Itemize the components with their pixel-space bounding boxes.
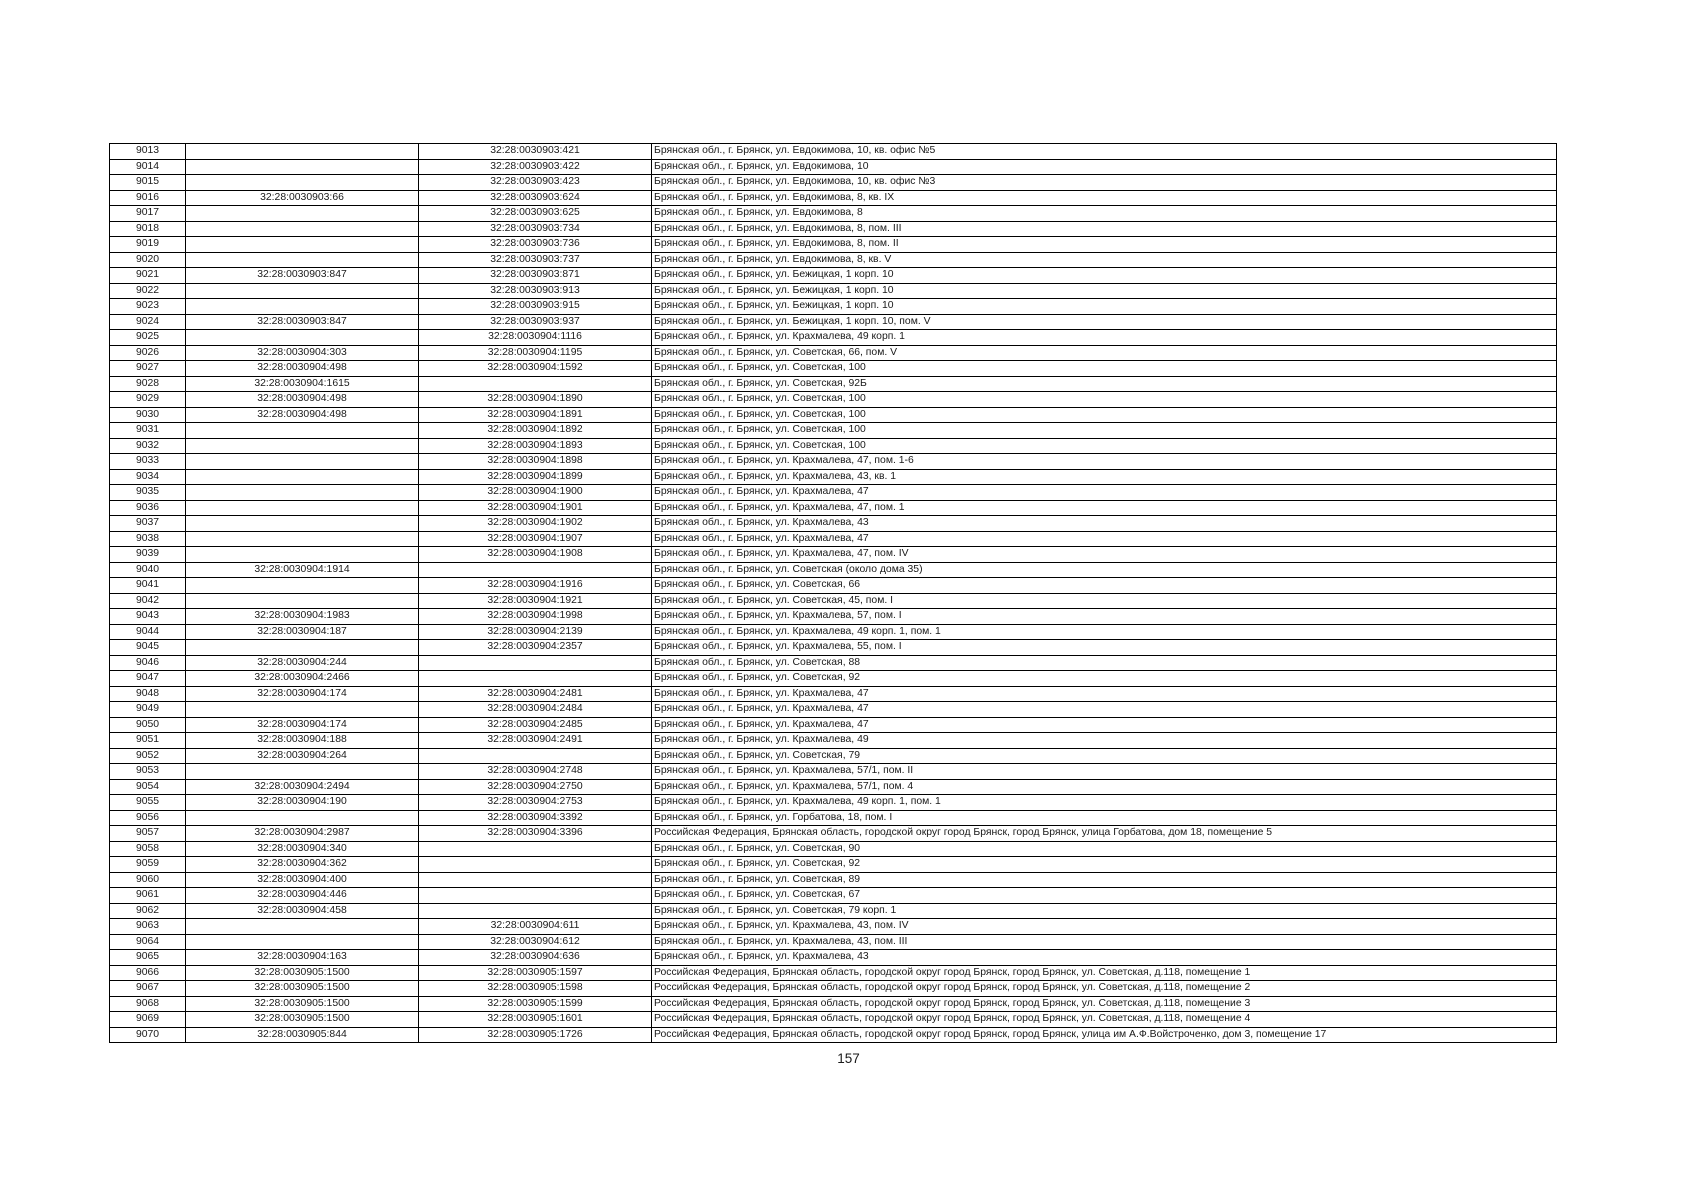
page-number: 157 [837, 1051, 860, 1066]
object-cadastral-number-cell: 32:28:0030905:1726 [419, 1027, 652, 1043]
table-row [110, 717, 1557, 733]
object-cadastral-number-cell: 32:28:0030903:737 [419, 252, 652, 268]
address-cell: Брянская обл., г. Брянск, ул. Крахмалева, 43, пом. IV [652, 919, 1557, 935]
row-number-cell: 9029 [110, 392, 186, 408]
address-cell: Брянская обл., г. Брянск, ул. Советская, 100 [652, 392, 1557, 408]
row-number-cell: 9033 [110, 454, 186, 470]
object-cadastral-number-cell: 32:28:0030905:1597 [419, 965, 652, 981]
address-cell: Брянская обл., г. Брянск, ул. Евдокимова, 8, кв. IX [652, 190, 1557, 206]
cadastral-number-cell: 32:28:0030905:1500 [186, 965, 419, 981]
object-cadastral-number-cell [419, 748, 652, 764]
address-cell: Брянская обл., г. Брянск, ул. Советская, 92Б [652, 376, 1557, 392]
row-number-cell: 9020 [110, 252, 186, 268]
object-cadastral-number-cell: 32:28:0030904:3396 [419, 826, 652, 842]
cadastral-number-cell: 32:28:0030905:1500 [186, 996, 419, 1012]
table-row [110, 981, 1557, 997]
address-cell: Брянская обл., г. Брянск, ул. Советская, 92 [652, 857, 1557, 873]
row-number-cell: 9059 [110, 857, 186, 873]
table-row [110, 361, 1557, 377]
row-number-cell: 9055 [110, 795, 186, 811]
table-row [110, 252, 1557, 268]
address-cell: Брянская обл., г. Брянск, ул. Советская, 100 [652, 407, 1557, 423]
address-cell: Брянская обл., г. Брянск, ул. Евдокимова, 10 [652, 159, 1557, 175]
address-cell: Брянская обл., г. Брянск, ул. Евдокимова, 10, кв. офис №3 [652, 175, 1557, 191]
address-cell: Брянская обл., г. Брянск, ул. Евдокимова, 8, кв. V [652, 252, 1557, 268]
row-number-cell: 9051 [110, 733, 186, 749]
address-cell: Брянская обл., г. Брянск, ул. Крахмалева, 47, пом. IV [652, 547, 1557, 563]
row-number-cell: 9053 [110, 764, 186, 780]
row-number-cell: 9035 [110, 485, 186, 501]
object-cadastral-number-cell: 32:28:0030904:1907 [419, 531, 652, 547]
cadastral-number-cell [186, 252, 419, 268]
table-row [110, 1012, 1557, 1028]
cadastral-number-cell: 32:28:0030904:498 [186, 407, 419, 423]
row-number-cell: 9039 [110, 547, 186, 563]
table-row [110, 655, 1557, 671]
cadastral-number-cell [186, 144, 419, 160]
cadastral-number-cell: 32:28:0030905:1500 [186, 981, 419, 997]
row-number-cell: 9017 [110, 206, 186, 222]
cadastral-number-cell: 32:28:0030903:66 [186, 190, 419, 206]
cadastral-number-cell: 32:28:0030905:1500 [186, 1012, 419, 1028]
cadastral-number-cell: 32:28:0030904:1983 [186, 609, 419, 625]
object-cadastral-number-cell [419, 376, 652, 392]
object-cadastral-number-cell: 32:28:0030903:625 [419, 206, 652, 222]
cadastral-number-cell [186, 640, 419, 656]
table-row [110, 841, 1557, 857]
cadastral-number-cell: 32:28:0030904:2494 [186, 779, 419, 795]
row-number-cell: 9027 [110, 361, 186, 377]
table-row [110, 516, 1557, 532]
object-cadastral-number-cell: 32:28:0030903:423 [419, 175, 652, 191]
object-cadastral-number-cell: 32:28:0030904:1908 [419, 547, 652, 563]
row-number-cell: 9056 [110, 810, 186, 826]
object-cadastral-number-cell: 32:28:0030904:636 [419, 950, 652, 966]
row-number-cell: 9042 [110, 593, 186, 609]
cadastral-number-cell [186, 531, 419, 547]
address-cell: Брянская обл., г. Брянск, ул. Крахмалева, 47, пом. 1 [652, 500, 1557, 516]
table-row [110, 934, 1557, 950]
table-row [110, 795, 1557, 811]
address-cell: Брянская обл., г. Брянск, ул. Бежицкая, 1 корп. 10 [652, 283, 1557, 299]
object-cadastral-number-cell: 32:28:0030905:1598 [419, 981, 652, 997]
address-cell: Брянская обл., г. Брянск, ул. Советская (около дома 35) [652, 562, 1557, 578]
object-cadastral-number-cell: 32:28:0030903:734 [419, 221, 652, 237]
table-row [110, 206, 1557, 222]
cadastral-number-cell: 32:28:0030904:400 [186, 872, 419, 888]
row-number-cell: 9026 [110, 345, 186, 361]
cadastral-number-cell: 32:28:0030904:174 [186, 717, 419, 733]
row-number-cell: 9065 [110, 950, 186, 966]
cadastral-number-cell [186, 237, 419, 253]
cadastral-number-cell [186, 283, 419, 299]
table-row [110, 485, 1557, 501]
table-row [110, 376, 1557, 392]
address-cell: Брянская обл., г. Брянск, ул. Крахмалева, 43, кв. 1 [652, 469, 1557, 485]
table-row [110, 562, 1557, 578]
cadastral-number-cell [186, 500, 419, 516]
row-number-cell: 9041 [110, 578, 186, 594]
object-cadastral-number-cell: 32:28:0030904:2750 [419, 779, 652, 795]
row-number-cell: 9061 [110, 888, 186, 904]
cadastral-number-cell [186, 593, 419, 609]
address-cell: Российская Федерация, Брянская область, городской округ город Брянск, город Брянск, улица Горбатова, дом 18, помещение 5 [652, 826, 1557, 842]
object-cadastral-number-cell: 32:28:0030904:1892 [419, 423, 652, 439]
object-cadastral-number-cell [419, 841, 652, 857]
table-row [110, 609, 1557, 625]
cadastral-number-cell: 32:28:0030904:446 [186, 888, 419, 904]
table-row [110, 237, 1557, 253]
table-row [110, 888, 1557, 904]
registry-table-body [110, 144, 1557, 1043]
address-cell: Брянская обл., г. Брянск, ул. Крахмалева, 47 [652, 702, 1557, 718]
address-cell: Брянская обл., г. Брянск, ул. Крахмалева, 47 [652, 717, 1557, 733]
address-cell: Брянская обл., г. Брянск, ул. Крахмалева, 49 корп. 1, пом. 1 [652, 795, 1557, 811]
table-row [110, 748, 1557, 764]
address-cell: Брянская обл., г. Брянск, ул. Крахмалева, 57/1, пом. 4 [652, 779, 1557, 795]
cadastral-number-cell [186, 454, 419, 470]
row-number-cell: 9015 [110, 175, 186, 191]
address-cell: Брянская обл., г. Брянск, ул. Крахмалева, 49 корп. 1 [652, 330, 1557, 346]
address-cell: Брянская обл., г. Брянск, ул. Крахмалева, 47 [652, 485, 1557, 501]
cadastral-number-cell: 32:28:0030903:847 [186, 314, 419, 330]
cadastral-number-cell: 32:28:0030905:844 [186, 1027, 419, 1043]
address-cell: Брянская обл., г. Брянск, ул. Советская, 90 [652, 841, 1557, 857]
address-cell: Брянская обл., г. Брянск, ул. Советская, 66 [652, 578, 1557, 594]
table-row [110, 392, 1557, 408]
object-cadastral-number-cell: 32:28:0030905:1599 [419, 996, 652, 1012]
table-row [110, 640, 1557, 656]
row-number-cell: 9069 [110, 1012, 186, 1028]
row-number-cell: 9014 [110, 159, 186, 175]
object-cadastral-number-cell: 32:28:0030904:2491 [419, 733, 652, 749]
table-row [110, 221, 1557, 237]
cadastral-number-cell [186, 702, 419, 718]
row-number-cell: 9068 [110, 996, 186, 1012]
cadastral-number-cell [186, 206, 419, 222]
cadastral-number-cell: 32:28:0030904:340 [186, 841, 419, 857]
cadastral-number-cell [186, 485, 419, 501]
object-cadastral-number-cell: 32:28:0030904:2748 [419, 764, 652, 780]
object-cadastral-number-cell: 32:28:0030904:1902 [419, 516, 652, 532]
cadastral-number-cell [186, 919, 419, 935]
row-number-cell: 9064 [110, 934, 186, 950]
table-row [110, 686, 1557, 702]
object-cadastral-number-cell: 32:28:0030904:1899 [419, 469, 652, 485]
table-row [110, 764, 1557, 780]
object-cadastral-number-cell: 32:28:0030904:2481 [419, 686, 652, 702]
table-row [110, 190, 1557, 206]
cadastral-number-cell: 32:28:0030904:458 [186, 903, 419, 919]
object-cadastral-number-cell: 32:28:0030904:1592 [419, 361, 652, 377]
object-cadastral-number-cell: 32:28:0030903:937 [419, 314, 652, 330]
cadastral-number-cell: 32:28:0030904:174 [186, 686, 419, 702]
row-number-cell: 9034 [110, 469, 186, 485]
address-cell: Брянская обл., г. Брянск, ул. Советская, 67 [652, 888, 1557, 904]
row-number-cell: 9066 [110, 965, 186, 981]
object-cadastral-number-cell: 32:28:0030903:871 [419, 268, 652, 284]
address-cell: Брянская обл., г. Брянск, ул. Советская, 89 [652, 872, 1557, 888]
cadastral-number-cell: 32:28:0030904:190 [186, 795, 419, 811]
registry-table [109, 143, 1557, 1043]
cadastral-number-cell [186, 516, 419, 532]
address-cell: Российская Федерация, Брянская область, городской округ город Брянск, город Брянск, ул. Советская, д.118, помещение 3 [652, 996, 1557, 1012]
object-cadastral-number-cell [419, 562, 652, 578]
table-row [110, 950, 1557, 966]
table-row [110, 578, 1557, 594]
row-number-cell: 9058 [110, 841, 186, 857]
object-cadastral-number-cell: 32:28:0030904:2357 [419, 640, 652, 656]
row-number-cell: 9060 [110, 872, 186, 888]
row-number-cell: 9028 [110, 376, 186, 392]
table-row [110, 593, 1557, 609]
object-cadastral-number-cell: 32:28:0030904:1921 [419, 593, 652, 609]
address-cell: Брянская обл., г. Брянск, ул. Крахмалева, 43 [652, 950, 1557, 966]
object-cadastral-number-cell [419, 872, 652, 888]
cadastral-number-cell [186, 810, 419, 826]
address-cell: Брянская обл., г. Брянск, ул. Евдокимова, 8 [652, 206, 1557, 222]
object-cadastral-number-cell [419, 857, 652, 873]
cadastral-number-cell [186, 764, 419, 780]
row-number-cell: 9045 [110, 640, 186, 656]
object-cadastral-number-cell: 32:28:0030904:612 [419, 934, 652, 950]
address-cell: Брянская обл., г. Брянск, ул. Советская, 66, пом. V [652, 345, 1557, 361]
address-cell: Российская Федерация, Брянская область, городской округ город Брянск, город Брянск, улица им А.Ф.Войстроченко, дом 3, помещение 17 [652, 1027, 1557, 1043]
table-row [110, 345, 1557, 361]
row-number-cell: 9032 [110, 438, 186, 454]
table-row [110, 624, 1557, 640]
object-cadastral-number-cell: 32:28:0030904:2753 [419, 795, 652, 811]
address-cell: Брянская обл., г. Брянск, ул. Крахмалева, 57, пом. I [652, 609, 1557, 625]
table-row [110, 454, 1557, 470]
cadastral-number-cell: 32:28:0030904:303 [186, 345, 419, 361]
address-cell: Брянская обл., г. Брянск, ул. Крахмалева, 47, пом. 1-6 [652, 454, 1557, 470]
address-cell: Брянская обл., г. Брянск, ул. Бежицкая, 1 корп. 10 [652, 299, 1557, 315]
address-cell: Российская Федерация, Брянская область, городской округ город Брянск, город Брянск, ул. Советская, д.118, помещение 1 [652, 965, 1557, 981]
object-cadastral-number-cell [419, 888, 652, 904]
table-row [110, 531, 1557, 547]
table-row [110, 500, 1557, 516]
table-row [110, 299, 1557, 315]
table-row [110, 330, 1557, 346]
table-row [110, 702, 1557, 718]
table-row [110, 423, 1557, 439]
row-number-cell: 9037 [110, 516, 186, 532]
cadastral-number-cell: 32:28:0030904:362 [186, 857, 419, 873]
object-cadastral-number-cell: 32:28:0030904:3392 [419, 810, 652, 826]
row-number-cell: 9050 [110, 717, 186, 733]
cadastral-number-cell [186, 469, 419, 485]
object-cadastral-number-cell [419, 671, 652, 687]
object-cadastral-number-cell: 32:28:0030904:1890 [419, 392, 652, 408]
cadastral-number-cell [186, 159, 419, 175]
object-cadastral-number-cell: 32:28:0030904:1116 [419, 330, 652, 346]
address-cell: Брянская обл., г. Брянск, ул. Советская, 100 [652, 438, 1557, 454]
object-cadastral-number-cell [419, 903, 652, 919]
row-number-cell: 9043 [110, 609, 186, 625]
cadastral-number-cell: 32:28:0030904:498 [186, 361, 419, 377]
object-cadastral-number-cell: 32:28:0030904:611 [419, 919, 652, 935]
row-number-cell: 9040 [110, 562, 186, 578]
table-row [110, 469, 1557, 485]
table-row [110, 159, 1557, 175]
cadastral-number-cell: 32:28:0030904:2466 [186, 671, 419, 687]
table-row [110, 407, 1557, 423]
cadastral-number-cell: 32:28:0030904:163 [186, 950, 419, 966]
address-cell: Брянская обл., г. Брянск, ул. Крахмалева, 43, пом. III [652, 934, 1557, 950]
object-cadastral-number-cell: 32:28:0030904:2485 [419, 717, 652, 733]
row-number-cell: 9036 [110, 500, 186, 516]
address-cell: Брянская обл., г. Брянск, ул. Крахмалева, 49 корп. 1, пом. 1 [652, 624, 1557, 640]
cadastral-number-cell [186, 547, 419, 563]
address-cell: Брянская обл., г. Брянск, ул. Советская, 79 корп. 1 [652, 903, 1557, 919]
address-cell: Брянская обл., г. Брянск, ул. Евдокимова, 10, кв. офис №5 [652, 144, 1557, 160]
table-row [110, 779, 1557, 795]
table-row [110, 826, 1557, 842]
cadastral-number-cell [186, 438, 419, 454]
row-number-cell: 9049 [110, 702, 186, 718]
row-number-cell: 9057 [110, 826, 186, 842]
address-cell: Брянская обл., г. Брянск, ул. Советская, 45, пом. I [652, 593, 1557, 609]
object-cadastral-number-cell: 32:28:0030904:1898 [419, 454, 652, 470]
row-number-cell: 9031 [110, 423, 186, 439]
object-cadastral-number-cell: 32:28:0030904:1916 [419, 578, 652, 594]
cadastral-number-cell [186, 934, 419, 950]
table-row [110, 919, 1557, 935]
table-row [110, 671, 1557, 687]
table-row [110, 314, 1557, 330]
row-number-cell: 9047 [110, 671, 186, 687]
table-row [110, 903, 1557, 919]
cadastral-number-cell: 32:28:0030904:187 [186, 624, 419, 640]
row-number-cell: 9044 [110, 624, 186, 640]
row-number-cell: 9052 [110, 748, 186, 764]
object-cadastral-number-cell: 32:28:0030903:624 [419, 190, 652, 206]
object-cadastral-number-cell: 32:28:0030904:1891 [419, 407, 652, 423]
row-number-cell: 9038 [110, 531, 186, 547]
cadastral-number-cell: 32:28:0030903:847 [186, 268, 419, 284]
cadastral-number-cell: 32:28:0030904:1615 [186, 376, 419, 392]
object-cadastral-number-cell: 32:28:0030904:1900 [419, 485, 652, 501]
cadastral-number-cell: 32:28:0030904:1914 [186, 562, 419, 578]
address-cell: Российская Федерация, Брянская область, городской округ город Брянск, город Брянск, ул. Советская, д.118, помещение 2 [652, 981, 1557, 997]
table-row [110, 175, 1557, 191]
object-cadastral-number-cell: 32:28:0030904:1195 [419, 345, 652, 361]
address-cell: Брянская обл., г. Брянск, ул. Крахмалева, 47 [652, 686, 1557, 702]
table-row [110, 996, 1557, 1012]
object-cadastral-number-cell: 32:28:0030903:913 [419, 283, 652, 299]
row-number-cell: 9016 [110, 190, 186, 206]
row-number-cell: 9054 [110, 779, 186, 795]
row-number-cell: 9062 [110, 903, 186, 919]
table-row [110, 1027, 1557, 1043]
cadastral-number-cell [186, 221, 419, 237]
row-number-cell: 9019 [110, 237, 186, 253]
address-cell: Брянская обл., г. Брянск, ул. Советская, 100 [652, 423, 1557, 439]
row-number-cell: 9067 [110, 981, 186, 997]
address-cell: Брянская обл., г. Брянск, ул. Советская, 79 [652, 748, 1557, 764]
cadastral-number-cell [186, 175, 419, 191]
address-cell: Брянская обл., г. Брянск, ул. Крахмалева, 47 [652, 531, 1557, 547]
cadastral-number-cell [186, 423, 419, 439]
table-row [110, 965, 1557, 981]
row-number-cell: 9018 [110, 221, 186, 237]
cadastral-number-cell: 32:28:0030904:2987 [186, 826, 419, 842]
cadastral-number-cell [186, 299, 419, 315]
object-cadastral-number-cell: 32:28:0030905:1601 [419, 1012, 652, 1028]
table-row [110, 733, 1557, 749]
address-cell: Брянская обл., г. Брянск, ул. Советская, 100 [652, 361, 1557, 377]
object-cadastral-number-cell: 32:28:0030904:1901 [419, 500, 652, 516]
object-cadastral-number-cell: 32:28:0030903:421 [419, 144, 652, 160]
cadastral-number-cell [186, 578, 419, 594]
object-cadastral-number-cell: 32:28:0030903:915 [419, 299, 652, 315]
row-number-cell: 9030 [110, 407, 186, 423]
table-row [110, 268, 1557, 284]
object-cadastral-number-cell: 32:28:0030903:422 [419, 159, 652, 175]
row-number-cell: 9024 [110, 314, 186, 330]
cadastral-number-cell [186, 330, 419, 346]
row-number-cell: 9063 [110, 919, 186, 935]
cadastral-number-cell: 32:28:0030904:264 [186, 748, 419, 764]
row-number-cell: 9013 [110, 144, 186, 160]
address-cell: Брянская обл., г. Брянск, ул. Евдокимова, 8, пом. II [652, 237, 1557, 253]
table-row [110, 872, 1557, 888]
address-cell: Брянская обл., г. Брянск, ул. Крахмалева, 43 [652, 516, 1557, 532]
address-cell: Российская Федерация, Брянская область, городской округ город Брянск, город Брянск, ул. Советская, д.118, помещение 4 [652, 1012, 1557, 1028]
address-cell: Брянская обл., г. Брянск, ул. Горбатова, 18, пом. I [652, 810, 1557, 826]
row-number-cell: 9025 [110, 330, 186, 346]
row-number-cell: 9023 [110, 299, 186, 315]
row-number-cell: 9070 [110, 1027, 186, 1043]
address-cell: Брянская обл., г. Брянск, ул. Советская, 88 [652, 655, 1557, 671]
address-cell: Брянская обл., г. Брянск, ул. Бежицкая, 1 корп. 10 [652, 268, 1557, 284]
object-cadastral-number-cell: 32:28:0030903:736 [419, 237, 652, 253]
table-row [110, 144, 1557, 160]
table-row [110, 810, 1557, 826]
object-cadastral-number-cell: 32:28:0030904:1998 [419, 609, 652, 625]
object-cadastral-number-cell: 32:28:0030904:2484 [419, 702, 652, 718]
table-row [110, 283, 1557, 299]
address-cell: Брянская обл., г. Брянск, ул. Крахмалева, 55, пом. I [652, 640, 1557, 656]
table-row [110, 547, 1557, 563]
address-cell: Брянская обл., г. Брянск, ул. Бежицкая, 1 корп. 10, пом. V [652, 314, 1557, 330]
cadastral-number-cell: 32:28:0030904:188 [186, 733, 419, 749]
row-number-cell: 9021 [110, 268, 186, 284]
object-cadastral-number-cell: 32:28:0030904:2139 [419, 624, 652, 640]
address-cell: Брянская обл., г. Брянск, ул. Крахмалева, 57/1, пом. II [652, 764, 1557, 780]
table-row [110, 438, 1557, 454]
cadastral-number-cell: 32:28:0030904:244 [186, 655, 419, 671]
row-number-cell: 9022 [110, 283, 186, 299]
address-cell: Брянская обл., г. Брянск, ул. Советская, 92 [652, 671, 1557, 687]
address-cell: Брянская обл., г. Брянск, ул. Крахмалева, 49 [652, 733, 1557, 749]
row-number-cell: 9048 [110, 686, 186, 702]
cadastral-number-cell: 32:28:0030904:498 [186, 392, 419, 408]
object-cadastral-number-cell: 32:28:0030904:1893 [419, 438, 652, 454]
table-row [110, 857, 1557, 873]
row-number-cell: 9046 [110, 655, 186, 671]
address-cell: Брянская обл., г. Брянск, ул. Евдокимова, 8, пом. III [652, 221, 1557, 237]
object-cadastral-number-cell [419, 655, 652, 671]
